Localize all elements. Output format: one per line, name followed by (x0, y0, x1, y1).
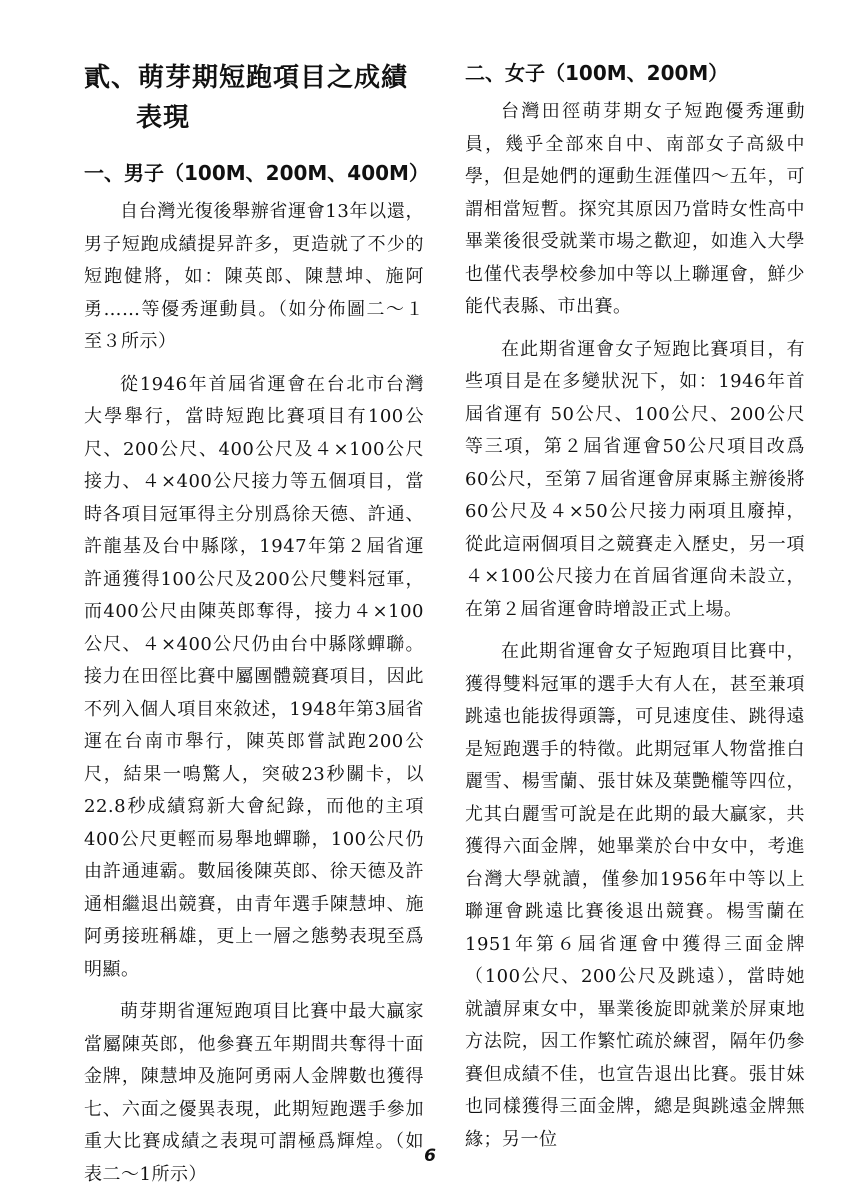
right-column (465, 58, 805, 1166)
paragraph: 從1946年首屆省運會在台北市台灣大學舉行，當時短跑比賽項目有100公尺、200公尺、400公尺及４×100公尺接力、４×400公尺接力等五個項目，當時各項目冠軍得主分別爲徐天德、許通、許龍基及台中縣隊，1947年第２屆省運許通獲得100公尺及200公尺雙料冠軍，而400公尺由陳英郎奪得，接力４×100公尺、４×400公尺仍由台中縣隊蟬聯。接力在田徑比賽中屬團體競賽項目，因此不列入個人項目來敘述，1948年第3屆省運在台南市舉行，陳英郎嘗試跑200公尺，結果一鳴驚人，突破23秒關卡，以22.8秒成績寫新大會紀錄，而他的主項400公尺更輕而易舉地蟬聯，100公尺仍由許通連霸。數屆後陳英郎、徐天德及許通相繼退出競賽，由青年選手陳慧坤、施阿勇接班稱雄，更上一層之態勢表現至爲明顯。 (84, 373, 424, 980)
paragraph: 在此期省運會女子短跑比賽項目，有些項目是在多變狀況下，如：1946年首屆省運有 50公尺、100公尺、200公尺等三項，第２屆省運會50公尺項目改爲60公尺，至第７屆省運會屏東縣主辦後將60公尺及４×50公尺接力兩項且廢掉，從此這兩個項目之競賽走入歷史，另一項４×100公尺接力在首屆省運尙未設立，在第２屆省運會時增設正式上場。 (465, 338, 805, 620)
paragraph: 台灣田徑萌芽期女子短跑優秀運動員，幾乎全部來自中、南部女子高級中學，但是她們的運動生涯僅四～五年，可謂相當短暫。探究其原因乃當時女性高中畢業後很受就業市場之歡迎，如進入大學也僅代表學校參加中等以上聯運會，鮮少能代表縣、市出賽。 (465, 101, 805, 317)
section-title: 貳、萌芽期短跑項目之成績表現 (84, 63, 409, 133)
paragraph: 萌芽期省運短跑項目比賽中最大贏家當屬陳英郎，他參賽五年期間共奪得十面金牌，陳慧坤及施阿勇兩人金牌數也獲得七、六面之優異表現，此期短跑選手參加重大比賽成績之表現可謂極爲輝煌。（如表二～1所示） (84, 1001, 424, 1185)
women-subtitle: 二、女子（100M、200M） (465, 61, 729, 85)
left-column (84, 58, 429, 1201)
paragraph: 自台灣光復後舉辦省運會13年以還，男子短跑成績提昇許多，更造就了不少的短跑健將，如：陳英郎、陳慧坤、施阿勇……等優秀運動員。（如分佈圖二～１至３所示） (84, 201, 424, 352)
page-number: 6 (424, 1146, 436, 1166)
men-subtitle: 一、男子（100M、200M、400M） (84, 161, 429, 185)
paragraph: 在此期省運會女子短跑項目比賽中，獲得雙料冠軍的選手大有人在，甚至兼項跳遠也能拔得頭籌，可見速度佳、跳得遠是短跑選手的特徵。此期冠軍人物當推白麗雪、楊雪蘭、張甘妹及葉艷櫳等四位，尤其白麗雪可說是在此期的最大贏家，共獲得六面金牌，她畢業於台中女中，考進台灣大學就讀，僅參加1956年中等以上聯運會跳遠比賽後退出競賽。楊雪蘭在1951年第６屆省運會中獲得三面金牌（100公尺、200公尺及跳遠），當時她就讀屏東女中，畢業後旋即就業於屏東地方法院，因工作繁忙疏於練習，隔年仍參賽但成績不佳，也宣告退出比賽。張甘妹也同樣獲得三面金牌，總是與跳遠金牌無緣；另一位 (465, 641, 805, 1150)
